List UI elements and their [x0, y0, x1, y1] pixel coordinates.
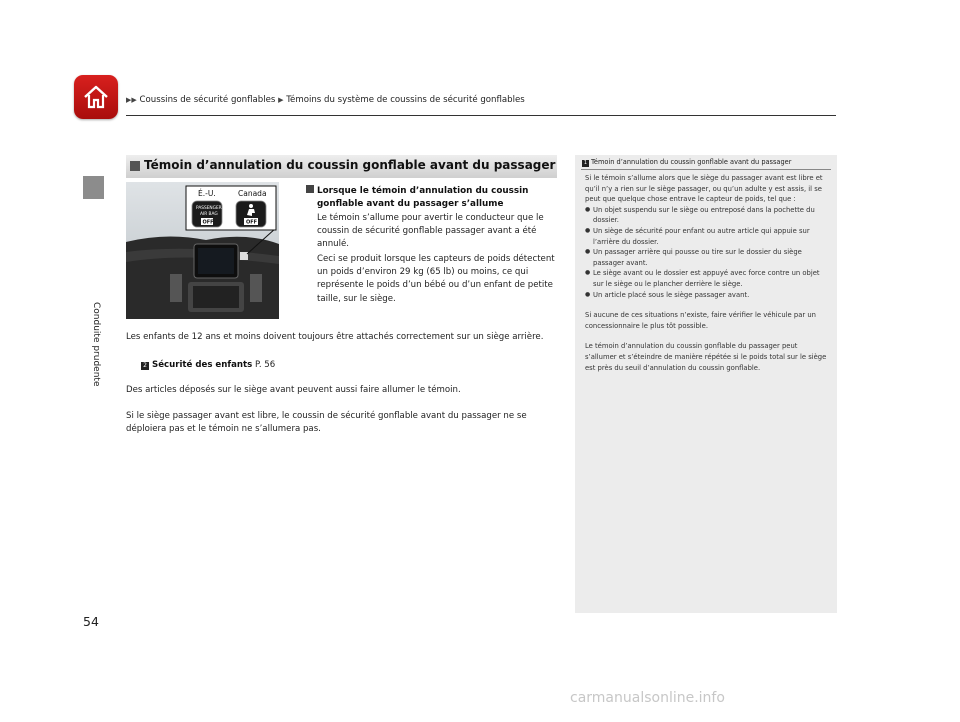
- body-paragraph-3: Si le siège passager avant est libre, le coussin de sécurité gonflable avant du passager ne se déploiera pas et le témoin ne s’allumera pas.: [126, 411, 527, 435]
- square-bullet-icon: [306, 185, 314, 193]
- subsection-paragraph-1: Le témoin s’allume pour avertir le conducteur que le coussin de sécurité gonflable passager avant a été annulé.: [317, 213, 544, 250]
- note-number: 1: [583, 160, 588, 166]
- section-heading: [126, 155, 557, 178]
- subsection-paragraph-2: Ceci se produit lorsque les capteurs de poids détectent un poids d’environ 29 kg (65 lb) ou moins, ce qui représente le poids d’un bébé ou d’un enfant de petite taille, sur le siège.: [317, 254, 555, 304]
- list-item: ● Le siège avant ou le dossier est appuyé avec force contre un objet sur le siège ou le plancher derrière le siège.: [585, 268, 831, 289]
- notes-body: [585, 173, 831, 373]
- breadcrumb-link-airbags[interactable]: Coussins de sécurité gonflables: [139, 95, 276, 105]
- body-paragraph-1: Les enfants de 12 ans et moins doivent toujours être attachés correctement sur un siège arrière.: [126, 332, 544, 342]
- indicator-text-passenger: PASSENGER: [196, 206, 222, 211]
- body-paragraph-2: Des articles déposés sur le siège avant peuvent aussi faire allumer le témoin.: [126, 385, 461, 395]
- list-item: ● Un passager arrière qui pousse ou tire sur le dossier du siège passager avant.: [585, 247, 831, 268]
- notes-intro: Si le témoin s’allume alors que le siège du passager avant est libre et qu’il n’y a rien sur le siège passager, ou qu’un adulte y est assis, il se peut que quelque chose entrave le capteur de poids, tel que :: [585, 174, 823, 204]
- cross-reference[interactable]: [141, 359, 541, 372]
- watermark: carmanualsonline.info: [570, 690, 725, 706]
- chapter-tab[interactable]: [83, 176, 104, 199]
- label-canada: Canada: [238, 189, 267, 198]
- breadcrumb: [126, 95, 525, 105]
- section-title: Témoin d’annulation du coussin gonflable avant du passager: [144, 158, 556, 172]
- home-button[interactable]: [74, 75, 118, 119]
- home-icon: [82, 83, 110, 111]
- dashboard-illustration: [126, 182, 279, 319]
- list-item: ● Un objet suspendu sur le siège ou entreposé dans la pochette du dossier.: [585, 205, 831, 226]
- breadcrumb-arrow-icon: ▶: [278, 96, 284, 104]
- indicator-text-airbag: AIR BAG: [200, 212, 218, 217]
- subsection-title: Lorsque le témoin d’annulation du coussin gonflable avant du passager s’allume: [317, 186, 529, 209]
- xref-page: P. 56: [255, 360, 276, 370]
- reference-arrow-icon: 2: [141, 362, 149, 370]
- notes-bullets: [585, 205, 831, 300]
- indicator-off-canada: OFF: [246, 219, 258, 226]
- page-number: 54: [83, 614, 99, 629]
- notes-rule: [581, 169, 831, 170]
- notes-heading: [582, 158, 791, 167]
- notes-paragraph-2: Si aucune de ces situations n’existe, faire vérifier le véhicule par un concessionnaire le plus tôt possible.: [585, 311, 816, 330]
- notes-sidebar: [575, 155, 837, 613]
- notes-title: Témoin d’annulation du coussin gonflable avant du passager: [591, 158, 792, 166]
- header-rule: [126, 115, 836, 116]
- list-item: ● Un siège de sécurité pour enfant ou autre article qui appuie sur l’arrière du dossier.: [585, 226, 831, 247]
- breadcrumb-arrow-icon: ▶▶: [126, 96, 137, 104]
- list-item: ● Un article placé sous le siège passager avant.: [585, 290, 831, 301]
- square-bullet-icon: [130, 161, 140, 171]
- indicator-off-us: OFF: [202, 219, 214, 226]
- xref-label[interactable]: Sécurité des enfants: [152, 360, 253, 370]
- breadcrumb-link-indicators[interactable]: Témoins du système de coussins de sécurité gonflables: [286, 95, 525, 105]
- chapter-label: Conduite prudente: [91, 302, 101, 387]
- label-us: É.-U.: [198, 189, 216, 198]
- subsection-heading: [317, 185, 557, 210]
- notes-paragraph-3: Le témoin d’annulation du coussin gonflable du passager peut s’allumer et s’éteindre de manière répétée si le poids total sur le siège est près du seuil d’annulation du coussin gonflable.: [585, 342, 827, 372]
